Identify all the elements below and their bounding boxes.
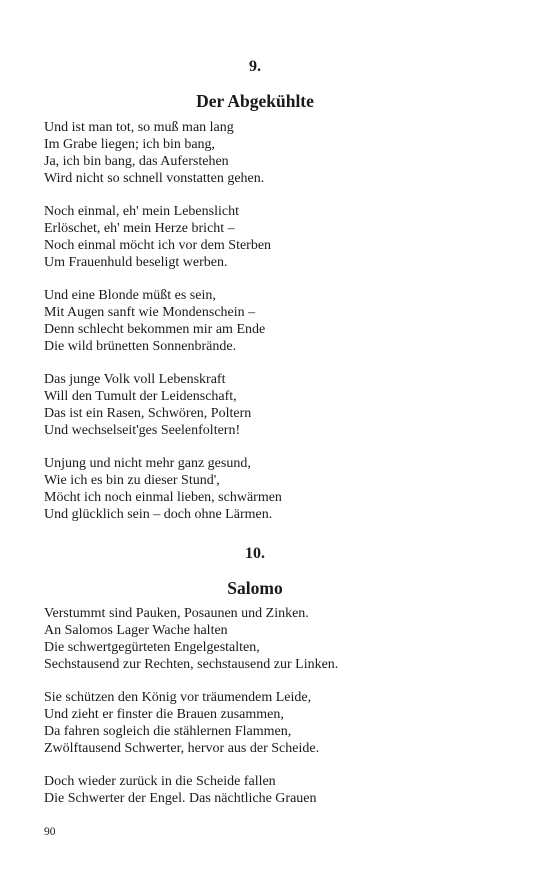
poem-title: Salomo [227,578,283,598]
verse-line: Die Schwerter der Engel. Das nächtliche Grauen [44,791,317,806]
verse-line: Zwölftausend Schwerter, hervor aus der Scheide. [44,741,320,756]
verse-line: Um Frauenhuld beseligt werben. [44,255,228,270]
verse-line: Unjung und nicht mehr ganz gesund, [44,456,251,471]
verse-line: Da fahren sogleich die stählernen Flammen, [44,724,292,739]
verse-line: Erlöschet, eh' mein Herze bricht – [44,221,235,236]
verse-line: Und eine Blonde müßt es sein, [44,288,216,303]
verse-line: Sie schützen den König vor träumendem Leide, [44,690,312,705]
verse-line: Die schwertgegürteten Engelgestalten, [44,640,260,655]
page-number: 90 [44,826,56,838]
verse-line: Verstummt sind Pauken, Posaunen und Zinken. [44,606,309,621]
verse-line: Und zieht er finster die Brauen zusammen, [44,707,284,722]
poem-title: Der Abgekühlte [196,91,314,111]
verse-line: Ja, ich bin bang, das Auferstehen [44,154,229,169]
verse-line: Denn schlecht bekommen mir am Ende [44,322,266,337]
verse-line: Sechstausend zur Rechten, sechstausend zur Linken. [44,657,339,672]
verse-line: Will den Tumult der Leidenschaft, [44,389,237,404]
verse-line: Wie ich es bin zu dieser Stund', [44,473,220,488]
verse-line: Wird nicht so schnell vonstatten gehen. [44,171,265,186]
verse-line: Doch wieder zurück in die Scheide fallen [44,774,276,789]
verse-line: Noch einmal, eh' mein Lebenslicht [44,204,239,219]
verse-line: Das ist ein Rasen, Schwören, Poltern [44,406,252,421]
verse-line: Das junge Volk voll Lebenskraft [44,372,226,387]
verse-line: An Salomos Lager Wache halten [44,623,228,638]
poem-number: 10. [245,545,265,562]
verse-line: Und wechselseit'ges Seelenfoltern! [44,423,241,438]
verse-line: Mit Augen sanft wie Mondenschein – [44,305,256,320]
verse-line: Die wild brünetten Sonnenbrände. [44,339,237,354]
verse-line: Im Grabe liegen; ich bin bang, [44,137,216,152]
verse-line: Und ist man tot, so muß man lang [44,120,234,135]
verse-line: Möcht ich noch einmal lieben, schwärmen [44,490,282,505]
verse-line: Und glücklich sein – doch ohne Lärmen. [44,507,273,522]
poem-number: 9. [249,58,261,75]
verse-line: Noch einmal möcht ich vor dem Sterben [44,238,272,253]
